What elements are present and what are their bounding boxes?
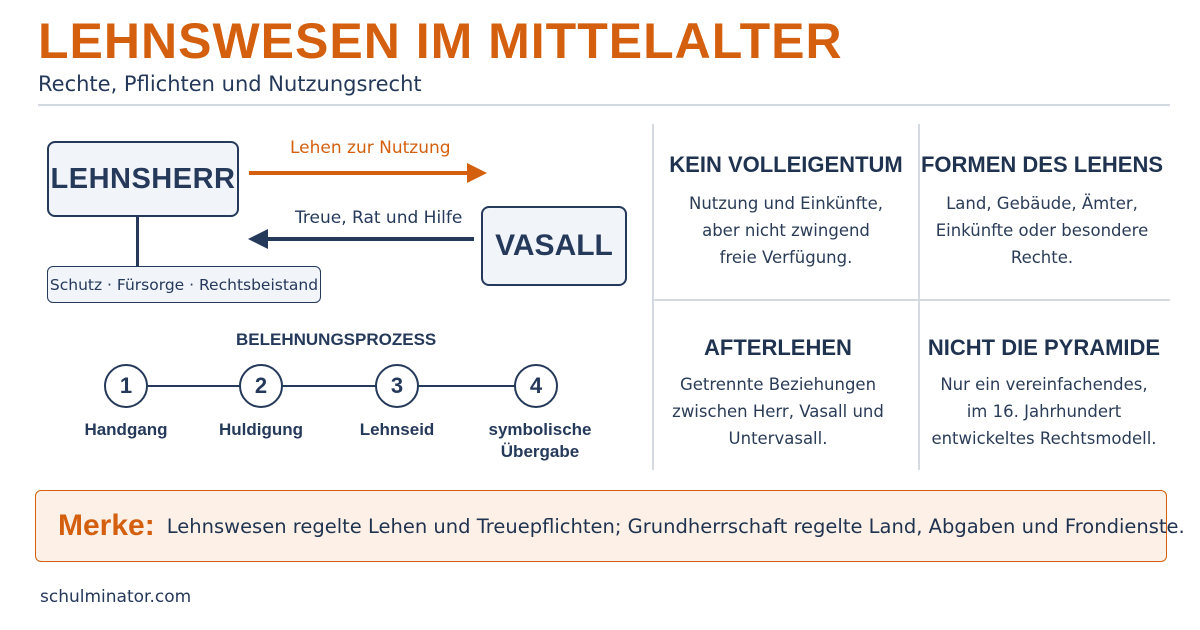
lord-duties-connector xyxy=(136,217,139,267)
process-step-1: 1 xyxy=(104,364,148,408)
loyalty-arrow-label: Treue, Rat und Hilfe xyxy=(295,208,463,228)
process-step-4-label-line1: symbolische xyxy=(488,420,592,439)
fief-arrow xyxy=(249,171,467,175)
card-formen-title: FORMEN DES LEHENS xyxy=(920,152,1164,177)
card-afterlehen-line: zwischen Herr, Vasall und xyxy=(672,402,884,421)
card-formen-line: Rechte. xyxy=(1010,248,1074,267)
card-afterlehen-line: Untervasall. xyxy=(728,429,828,448)
lehnsherr-box: LEHNSHERR xyxy=(47,141,239,217)
lord-duties-box: Schutz · Fürsorge · Rechtsbeistand xyxy=(47,266,321,303)
process-step-4-label xyxy=(475,419,605,463)
process-step-3-label: Lehnseid xyxy=(359,420,435,439)
card-volleigentum-line: aber nicht zwingend xyxy=(702,221,870,240)
card-volleigentum-line: freie Verfügung. xyxy=(719,248,853,267)
footer-site: schulminator.com xyxy=(40,587,192,607)
card-pyramide-text xyxy=(912,371,1176,452)
process-step-4-label-line2: Übergabe xyxy=(500,442,580,461)
card-pyramide-line: Nur ein vereinfachendes, xyxy=(940,375,1148,394)
process-line xyxy=(148,385,518,387)
process-step-1-label: Handgang xyxy=(84,420,168,439)
fief-arrow-label: Lehen zur Nutzung xyxy=(290,138,451,158)
merke-text: Lehnswesen regelte Lehen und Treuepflichten; Grundherrschaft regelte Land, Abgaben und Frondienste. xyxy=(166,514,1185,538)
card-formen-text xyxy=(910,190,1174,271)
card-afterlehen-text xyxy=(646,371,910,452)
card-formen-line: Land, Gebäude, Ämter, xyxy=(946,194,1138,213)
card-afterlehen-line: Getrennte Beziehungen xyxy=(679,375,877,394)
loyalty-arrow xyxy=(268,237,474,241)
grid-divider-horizontal xyxy=(654,299,1170,301)
process-step-4: 4 xyxy=(514,364,558,408)
card-formen-line: Einkünfte oder besondere xyxy=(935,221,1149,240)
process-title: BELEHNUNGSPROZESS xyxy=(236,330,437,349)
card-volleigentum-text xyxy=(654,190,918,271)
merke-label: Merke: xyxy=(58,509,155,542)
vasall-box: VASALL xyxy=(481,206,627,286)
process-step-2: 2 xyxy=(239,364,283,408)
card-volleigentum-title: KEIN VOLLEIGENTUM xyxy=(669,152,903,177)
card-pyramide-line: im 16. Jahrhundert xyxy=(966,402,1122,421)
page-title: LEHNSWESEN IM MITTELALTER xyxy=(38,13,843,69)
card-pyramide-title: NICHT DIE PYRAMIDE xyxy=(927,335,1161,360)
merke-note xyxy=(35,490,1185,562)
header-divider xyxy=(38,104,1170,106)
process-step-2-label: Huldigung xyxy=(218,420,304,439)
card-afterlehen-title: AFTERLEHEN xyxy=(704,335,852,360)
card-volleigentum-line: Nutzung und Einkünfte, xyxy=(688,194,883,213)
page-subtitle: Rechte, Pflichten und Nutzungsrecht xyxy=(38,72,422,96)
process-step-3: 3 xyxy=(375,364,419,408)
card-pyramide-line: entwickeltes Rechtsmodell. xyxy=(931,429,1157,448)
